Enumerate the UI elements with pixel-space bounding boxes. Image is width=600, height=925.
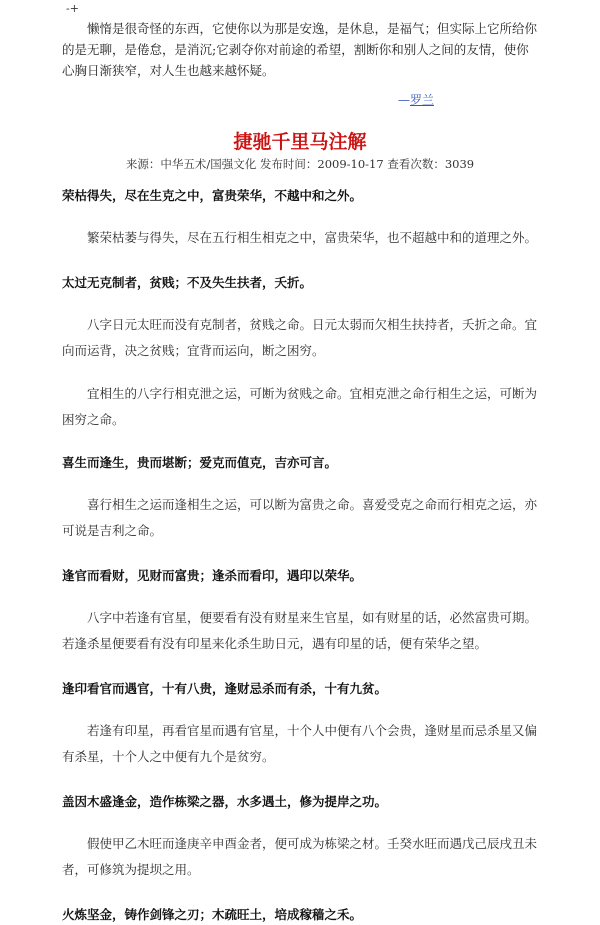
article-title: 捷驰千里马注解 bbox=[233, 131, 367, 153]
section-heading-3: 喜生而逢生，贵而堪断；爱克而值克，吉亦可言。 bbox=[62, 455, 338, 470]
section-heading-4: 逢官而看财，见财而富贵；逢杀而看印，遇印以荣华。 bbox=[62, 568, 363, 583]
section-heading-1: 荣枯得失，尽在生克之中，富贵荣华，不越中和之外。 bbox=[62, 188, 363, 203]
section-paragraph-6a: 假使甲乙木旺而逢庚辛申酉金者，便可成为栋梁之材。壬癸水旺而遇戊己辰戌丑未者，可修筑为提坝之用。 bbox=[62, 836, 538, 877]
section-paragraph-2a: 八字日元太旺而没有克制者，贫贱之命。日元太弱而欠相生扶持者，夭折之命。宜向而运背，决之贫贱；宜背而运向，断之困穷。 bbox=[62, 317, 538, 358]
list-marker: -+ bbox=[66, 2, 79, 15]
section-paragraph-1a: 繁荣枯萎与得失，尽在五行相生相克之中，富贵荣华，也不超越中和的道理之外。 bbox=[87, 230, 538, 245]
article-body bbox=[62, 186, 542, 925]
article-meta: 来源：中华五术/国强文化 发布时间：2009-10-17 查看次数：3039 bbox=[125, 157, 475, 171]
section-heading-7: 火炼坚金，铸作剑锋之刃；木疏旺土，培成稼穑之禾。 bbox=[62, 907, 363, 922]
section-heading-6: 盖因木盛逢金，造作栋梁之器，水多遇土，修为提岸之功。 bbox=[62, 794, 388, 809]
section-paragraph-5a: 若逢有印星，再看官星而遇有官星，十个人中便有八个会贵，逢财星而忌杀星又偏有杀星，十个人之中便有九个是贫穷。 bbox=[62, 723, 538, 764]
author-link[interactable]: 罗兰 bbox=[410, 93, 435, 107]
quote-attribution[interactable] bbox=[398, 91, 434, 108]
section-paragraph-4a: 八字中若逢有官星，便要看有没有财星来生官星，如有财星的话，必然富贵可期。若逢杀星便要看有没有印星来化杀生助日元，遇有印星的话，便有荣华之望。 bbox=[62, 610, 538, 651]
quote-text: 懒惰是很奇怪的东西，它使你以为那是安逸，是休息，是福气；但实际上它所给你的是无聊，是倦怠，是消沉;它剥夺你对前途的希望，割断你和别人之间的友情，使你心胸日渐狭窄，对人生也越来越怀疑。 bbox=[62, 21, 538, 78]
section-heading-2: 太过无克制者，贫贱；不及失生扶者，夭折。 bbox=[62, 275, 313, 290]
section-paragraph-2b: 宜相生的八字行相克泄之运，可断为贫贱之命。宜相克泄之命行相生之运，可断为困穷之命。 bbox=[62, 386, 538, 427]
section-paragraph-3a: 喜行相生之运而逢相生之运，可以断为富贵之命。喜爱受克之命而行相克之运，亦可说是吉利之命。 bbox=[62, 497, 538, 538]
section-heading-5: 逢印看官而遇官，十有八贵，逢财忌杀而有杀，十有九贫。 bbox=[62, 681, 388, 696]
attribution-dash: — bbox=[398, 93, 410, 107]
